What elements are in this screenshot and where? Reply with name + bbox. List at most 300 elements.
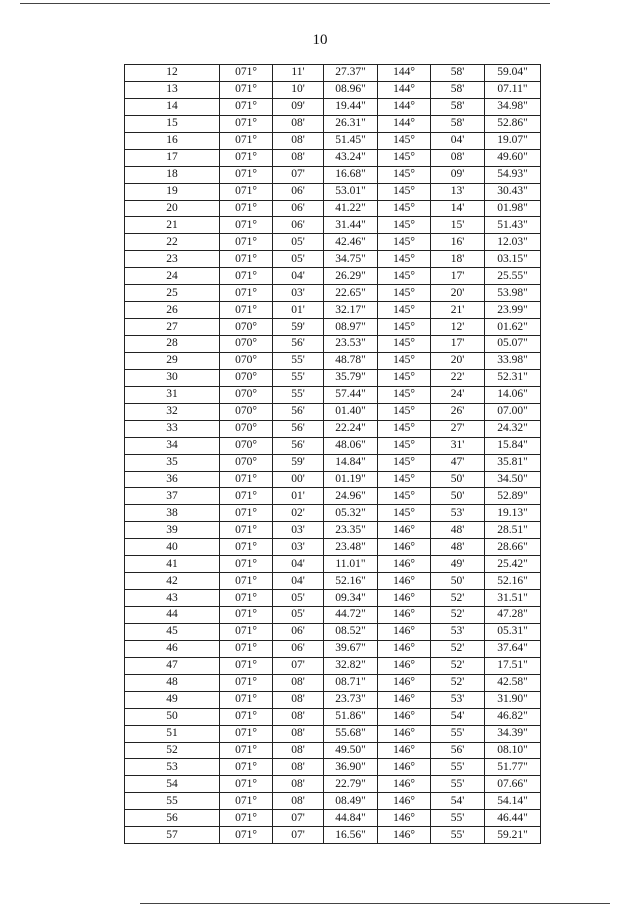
page-number: 10 <box>312 32 328 48</box>
table-row <box>125 115 541 132</box>
longitude-minutes-cell: 49' <box>431 556 485 573</box>
latitude-degrees-cell: 071° <box>220 657 273 674</box>
longitude-seconds-cell: 37.64" <box>485 640 541 657</box>
latitude-degrees-cell: 071° <box>220 793 273 810</box>
longitude-minutes-cell: 13' <box>431 183 485 200</box>
point-number-cell: 40 <box>125 539 220 556</box>
latitude-degrees-cell: 071° <box>220 98 273 115</box>
latitude-degrees-cell: 071° <box>220 674 273 691</box>
table-row <box>125 285 541 302</box>
longitude-degrees-cell: 145° <box>378 454 431 471</box>
latitude-seconds-cell: 44.84" <box>324 810 378 827</box>
longitude-seconds-cell: 31.51" <box>485 590 541 607</box>
latitude-degrees-cell: 071° <box>220 539 273 556</box>
latitude-seconds-cell: 19.44" <box>324 98 378 115</box>
longitude-seconds-cell: 47.28" <box>485 607 541 624</box>
longitude-minutes-cell: 47' <box>431 454 485 471</box>
table-row <box>125 573 541 590</box>
longitude-minutes-cell: 52' <box>431 674 485 691</box>
table-row <box>125 81 541 98</box>
longitude-minutes-cell: 04' <box>431 132 485 149</box>
longitude-degrees-cell: 145° <box>378 166 431 183</box>
coordinates-table-body <box>125 65 541 844</box>
point-number-cell: 29 <box>125 352 220 369</box>
table-row <box>125 183 541 200</box>
longitude-seconds-cell: 51.77" <box>485 759 541 776</box>
longitude-seconds-cell: 35.81" <box>485 454 541 471</box>
latitude-seconds-cell: 23.35" <box>324 522 378 539</box>
latitude-minutes-cell: 04' <box>273 573 324 590</box>
latitude-minutes-cell: 02' <box>273 505 324 522</box>
longitude-seconds-cell: 07.11" <box>485 81 541 98</box>
latitude-degrees-cell: 071° <box>220 268 273 285</box>
longitude-degrees-cell: 146° <box>378 759 431 776</box>
latitude-degrees-cell: 070° <box>220 319 273 336</box>
longitude-minutes-cell: 54' <box>431 708 485 725</box>
longitude-minutes-cell: 58' <box>431 115 485 132</box>
latitude-minutes-cell: 07' <box>273 827 324 844</box>
longitude-seconds-cell: 15.84" <box>485 437 541 454</box>
latitude-seconds-cell: 51.86" <box>324 708 378 725</box>
table-row <box>125 607 541 624</box>
table-row <box>125 217 541 234</box>
point-number-cell: 48 <box>125 674 220 691</box>
longitude-minutes-cell: 50' <box>431 488 485 505</box>
point-number-cell: 53 <box>125 759 220 776</box>
point-number-cell: 39 <box>125 522 220 539</box>
latitude-minutes-cell: 06' <box>273 200 324 217</box>
longitude-degrees-cell: 146° <box>378 556 431 573</box>
latitude-degrees-cell: 070° <box>220 420 273 437</box>
latitude-seconds-cell: 48.06" <box>324 437 378 454</box>
latitude-degrees-cell: 071° <box>220 251 273 268</box>
top-rule <box>20 3 550 4</box>
point-number-cell: 49 <box>125 691 220 708</box>
table-row <box>125 691 541 708</box>
longitude-minutes-cell: 52' <box>431 640 485 657</box>
longitude-seconds-cell: 46.44" <box>485 810 541 827</box>
point-number-cell: 13 <box>125 81 220 98</box>
latitude-degrees-cell: 071° <box>220 132 273 149</box>
latitude-seconds-cell: 27.37" <box>324 65 378 82</box>
latitude-minutes-cell: 56' <box>273 437 324 454</box>
longitude-seconds-cell: 28.66" <box>485 539 541 556</box>
latitude-degrees-cell: 071° <box>220 505 273 522</box>
longitude-minutes-cell: 24' <box>431 386 485 403</box>
table-row <box>125 369 541 386</box>
latitude-seconds-cell: 32.17" <box>324 302 378 319</box>
longitude-degrees-cell: 146° <box>378 607 431 624</box>
point-number-cell: 30 <box>125 369 220 386</box>
longitude-degrees-cell: 145° <box>378 302 431 319</box>
point-number-cell: 26 <box>125 302 220 319</box>
longitude-degrees-cell: 145° <box>378 369 431 386</box>
longitude-seconds-cell: 25.42" <box>485 556 541 573</box>
latitude-seconds-cell: 52.16" <box>324 573 378 590</box>
longitude-minutes-cell: 53' <box>431 505 485 522</box>
point-number-cell: 46 <box>125 640 220 657</box>
point-number-cell: 22 <box>125 234 220 251</box>
table-row <box>125 386 541 403</box>
longitude-minutes-cell: 17' <box>431 268 485 285</box>
latitude-minutes-cell: 08' <box>273 793 324 810</box>
latitude-degrees-cell: 071° <box>220 607 273 624</box>
longitude-minutes-cell: 15' <box>431 217 485 234</box>
latitude-degrees-cell: 070° <box>220 369 273 386</box>
longitude-seconds-cell: 33.98" <box>485 352 541 369</box>
latitude-seconds-cell: 26.31" <box>324 115 378 132</box>
point-number-cell: 45 <box>125 623 220 640</box>
longitude-minutes-cell: 31' <box>431 437 485 454</box>
longitude-degrees-cell: 146° <box>378 810 431 827</box>
latitude-degrees-cell: 071° <box>220 573 273 590</box>
table-row <box>125 149 541 166</box>
latitude-minutes-cell: 04' <box>273 268 324 285</box>
latitude-minutes-cell: 08' <box>273 674 324 691</box>
point-number-cell: 18 <box>125 166 220 183</box>
longitude-degrees-cell: 144° <box>378 65 431 82</box>
longitude-degrees-cell: 145° <box>378 149 431 166</box>
longitude-minutes-cell: 20' <box>431 352 485 369</box>
longitude-degrees-cell: 146° <box>378 657 431 674</box>
latitude-degrees-cell: 071° <box>220 522 273 539</box>
table-row <box>125 234 541 251</box>
latitude-degrees-cell: 070° <box>220 437 273 454</box>
point-number-cell: 51 <box>125 725 220 742</box>
latitude-degrees-cell: 071° <box>220 725 273 742</box>
longitude-seconds-cell: 52.89" <box>485 488 541 505</box>
latitude-seconds-cell: 01.40" <box>324 403 378 420</box>
latitude-minutes-cell: 59' <box>273 319 324 336</box>
latitude-degrees-cell: 071° <box>220 285 273 302</box>
table-row <box>125 539 541 556</box>
point-number-cell: 36 <box>125 471 220 488</box>
longitude-minutes-cell: 48' <box>431 522 485 539</box>
point-number-cell: 17 <box>125 149 220 166</box>
latitude-seconds-cell: 32.82" <box>324 657 378 674</box>
longitude-degrees-cell: 146° <box>378 725 431 742</box>
latitude-seconds-cell: 57.44" <box>324 386 378 403</box>
longitude-degrees-cell: 146° <box>378 742 431 759</box>
coordinates-table <box>124 64 541 844</box>
table-row <box>125 827 541 844</box>
point-number-cell: 50 <box>125 708 220 725</box>
longitude-seconds-cell: 53.98" <box>485 285 541 302</box>
latitude-seconds-cell: 51.45" <box>324 132 378 149</box>
latitude-minutes-cell: 03' <box>273 285 324 302</box>
table-row <box>125 810 541 827</box>
longitude-seconds-cell: 07.00" <box>485 403 541 420</box>
longitude-minutes-cell: 55' <box>431 725 485 742</box>
longitude-degrees-cell: 145° <box>378 285 431 302</box>
latitude-degrees-cell: 071° <box>220 166 273 183</box>
latitude-minutes-cell: 55' <box>273 352 324 369</box>
point-number-cell: 24 <box>125 268 220 285</box>
table-row <box>125 708 541 725</box>
longitude-degrees-cell: 146° <box>378 708 431 725</box>
longitude-degrees-cell: 145° <box>378 352 431 369</box>
table-row <box>125 742 541 759</box>
latitude-seconds-cell: 53.01" <box>324 183 378 200</box>
latitude-minutes-cell: 05' <box>273 251 324 268</box>
latitude-minutes-cell: 08' <box>273 149 324 166</box>
latitude-seconds-cell: 09.34" <box>324 590 378 607</box>
latitude-minutes-cell: 56' <box>273 336 324 353</box>
point-number-cell: 19 <box>125 183 220 200</box>
point-number-cell: 41 <box>125 556 220 573</box>
latitude-minutes-cell: 09' <box>273 98 324 115</box>
latitude-degrees-cell: 071° <box>220 640 273 657</box>
table-row <box>125 776 541 793</box>
longitude-seconds-cell: 28.51" <box>485 522 541 539</box>
latitude-seconds-cell: 43.24" <box>324 149 378 166</box>
latitude-minutes-cell: 06' <box>273 183 324 200</box>
latitude-seconds-cell: 08.97" <box>324 319 378 336</box>
point-number-cell: 15 <box>125 115 220 132</box>
point-number-cell: 37 <box>125 488 220 505</box>
table-row <box>125 522 541 539</box>
longitude-degrees-cell: 145° <box>378 336 431 353</box>
latitude-seconds-cell: 01.19" <box>324 471 378 488</box>
point-number-cell: 28 <box>125 336 220 353</box>
longitude-minutes-cell: 58' <box>431 65 485 82</box>
point-number-cell: 55 <box>125 793 220 810</box>
latitude-degrees-cell: 071° <box>220 149 273 166</box>
latitude-degrees-cell: 071° <box>220 302 273 319</box>
longitude-degrees-cell: 145° <box>378 268 431 285</box>
latitude-degrees-cell: 071° <box>220 708 273 725</box>
latitude-minutes-cell: 04' <box>273 556 324 573</box>
longitude-minutes-cell: 16' <box>431 234 485 251</box>
latitude-degrees-cell: 071° <box>220 81 273 98</box>
latitude-degrees-cell: 070° <box>220 386 273 403</box>
longitude-minutes-cell: 08' <box>431 149 485 166</box>
latitude-degrees-cell: 071° <box>220 556 273 573</box>
latitude-minutes-cell: 08' <box>273 725 324 742</box>
longitude-minutes-cell: 56' <box>431 742 485 759</box>
table-row <box>125 200 541 217</box>
table-row <box>125 657 541 674</box>
longitude-degrees-cell: 145° <box>378 386 431 403</box>
table-row <box>125 352 541 369</box>
longitude-seconds-cell: 14.06" <box>485 386 541 403</box>
latitude-minutes-cell: 00' <box>273 471 324 488</box>
longitude-seconds-cell: 30.43" <box>485 183 541 200</box>
latitude-degrees-cell: 071° <box>220 742 273 759</box>
longitude-seconds-cell: 19.07" <box>485 132 541 149</box>
longitude-minutes-cell: 50' <box>431 471 485 488</box>
longitude-minutes-cell: 55' <box>431 827 485 844</box>
longitude-seconds-cell: 49.60" <box>485 149 541 166</box>
longitude-minutes-cell: 55' <box>431 776 485 793</box>
point-number-cell: 20 <box>125 200 220 217</box>
longitude-seconds-cell: 46.82" <box>485 708 541 725</box>
latitude-degrees-cell: 071° <box>220 234 273 251</box>
longitude-minutes-cell: 09' <box>431 166 485 183</box>
latitude-degrees-cell: 071° <box>220 590 273 607</box>
latitude-seconds-cell: 35.79" <box>324 369 378 386</box>
longitude-seconds-cell: 52.86" <box>485 115 541 132</box>
point-number-cell: 27 <box>125 319 220 336</box>
latitude-minutes-cell: 07' <box>273 166 324 183</box>
latitude-seconds-cell: 11.01" <box>324 556 378 573</box>
latitude-degrees-cell: 071° <box>220 471 273 488</box>
longitude-minutes-cell: 52' <box>431 657 485 674</box>
longitude-minutes-cell: 52' <box>431 607 485 624</box>
latitude-degrees-cell: 071° <box>220 200 273 217</box>
longitude-minutes-cell: 55' <box>431 759 485 776</box>
table-row <box>125 623 541 640</box>
latitude-seconds-cell: 14.84" <box>324 454 378 471</box>
longitude-seconds-cell: 54.93" <box>485 166 541 183</box>
latitude-seconds-cell: 22.79" <box>324 776 378 793</box>
longitude-minutes-cell: 26' <box>431 403 485 420</box>
latitude-degrees-cell: 071° <box>220 65 273 82</box>
table-row <box>125 556 541 573</box>
table-row <box>125 793 541 810</box>
latitude-seconds-cell: 49.50" <box>324 742 378 759</box>
longitude-degrees-cell: 145° <box>378 251 431 268</box>
latitude-minutes-cell: 07' <box>273 657 324 674</box>
point-number-cell: 52 <box>125 742 220 759</box>
longitude-seconds-cell: 01.62" <box>485 319 541 336</box>
point-number-cell: 54 <box>125 776 220 793</box>
table-row <box>125 454 541 471</box>
longitude-minutes-cell: 52' <box>431 590 485 607</box>
point-number-cell: 16 <box>125 132 220 149</box>
point-number-cell: 32 <box>125 403 220 420</box>
longitude-degrees-cell: 145° <box>378 132 431 149</box>
latitude-minutes-cell: 01' <box>273 488 324 505</box>
latitude-minutes-cell: 55' <box>273 369 324 386</box>
longitude-seconds-cell: 34.39" <box>485 725 541 742</box>
latitude-minutes-cell: 05' <box>273 590 324 607</box>
latitude-seconds-cell: 23.53" <box>324 336 378 353</box>
latitude-minutes-cell: 56' <box>273 403 324 420</box>
longitude-degrees-cell: 145° <box>378 437 431 454</box>
longitude-degrees-cell: 145° <box>378 488 431 505</box>
point-number-cell: 56 <box>125 810 220 827</box>
longitude-minutes-cell: 22' <box>431 369 485 386</box>
point-number-cell: 47 <box>125 657 220 674</box>
longitude-minutes-cell: 21' <box>431 302 485 319</box>
table-row <box>125 166 541 183</box>
latitude-seconds-cell: 34.75" <box>324 251 378 268</box>
longitude-seconds-cell: 31.90" <box>485 691 541 708</box>
longitude-seconds-cell: 07.66" <box>485 776 541 793</box>
longitude-seconds-cell: 59.04" <box>485 65 541 82</box>
latitude-seconds-cell: 22.65" <box>324 285 378 302</box>
longitude-degrees-cell: 146° <box>378 793 431 810</box>
point-number-cell: 23 <box>125 251 220 268</box>
longitude-minutes-cell: 18' <box>431 251 485 268</box>
longitude-degrees-cell: 145° <box>378 319 431 336</box>
latitude-seconds-cell: 55.68" <box>324 725 378 742</box>
latitude-seconds-cell: 08.96" <box>324 81 378 98</box>
latitude-degrees-cell: 071° <box>220 759 273 776</box>
latitude-minutes-cell: 10' <box>273 81 324 98</box>
longitude-minutes-cell: 53' <box>431 623 485 640</box>
longitude-seconds-cell: 01.98" <box>485 200 541 217</box>
longitude-degrees-cell: 146° <box>378 590 431 607</box>
longitude-seconds-cell: 54.14" <box>485 793 541 810</box>
longitude-degrees-cell: 145° <box>378 403 431 420</box>
longitude-minutes-cell: 50' <box>431 573 485 590</box>
longitude-degrees-cell: 146° <box>378 691 431 708</box>
latitude-minutes-cell: 08' <box>273 742 324 759</box>
latitude-seconds-cell: 24.96" <box>324 488 378 505</box>
longitude-degrees-cell: 144° <box>378 98 431 115</box>
table-row <box>125 674 541 691</box>
point-number-cell: 44 <box>125 607 220 624</box>
latitude-degrees-cell: 071° <box>220 183 273 200</box>
latitude-degrees-cell: 071° <box>220 217 273 234</box>
table-row <box>125 65 541 82</box>
longitude-degrees-cell: 145° <box>378 217 431 234</box>
latitude-degrees-cell: 070° <box>220 403 273 420</box>
longitude-minutes-cell: 14' <box>431 200 485 217</box>
point-number-cell: 43 <box>125 590 220 607</box>
table-row <box>125 336 541 353</box>
latitude-seconds-cell: 23.48" <box>324 539 378 556</box>
latitude-minutes-cell: 06' <box>273 640 324 657</box>
latitude-minutes-cell: 08' <box>273 691 324 708</box>
latitude-seconds-cell: 05.32" <box>324 505 378 522</box>
latitude-degrees-cell: 071° <box>220 691 273 708</box>
latitude-seconds-cell: 08.71" <box>324 674 378 691</box>
longitude-seconds-cell: 05.07" <box>485 336 541 353</box>
point-number-cell: 25 <box>125 285 220 302</box>
table-row <box>125 98 541 115</box>
latitude-degrees-cell: 071° <box>220 776 273 793</box>
latitude-seconds-cell: 42.46" <box>324 234 378 251</box>
table-row <box>125 590 541 607</box>
table-row <box>125 471 541 488</box>
latitude-seconds-cell: 23.73" <box>324 691 378 708</box>
longitude-degrees-cell: 145° <box>378 420 431 437</box>
point-number-cell: 12 <box>125 65 220 82</box>
longitude-seconds-cell: 34.98" <box>485 98 541 115</box>
longitude-minutes-cell: 53' <box>431 691 485 708</box>
latitude-minutes-cell: 08' <box>273 708 324 725</box>
longitude-seconds-cell: 08.10" <box>485 742 541 759</box>
point-number-cell: 57 <box>125 827 220 844</box>
longitude-minutes-cell: 58' <box>431 81 485 98</box>
table-row <box>125 505 541 522</box>
longitude-seconds-cell: 34.50" <box>485 471 541 488</box>
latitude-minutes-cell: 11' <box>273 65 324 82</box>
point-number-cell: 42 <box>125 573 220 590</box>
latitude-seconds-cell: 26.29" <box>324 268 378 285</box>
longitude-seconds-cell: 24.32" <box>485 420 541 437</box>
longitude-degrees-cell: 145° <box>378 183 431 200</box>
latitude-seconds-cell: 39.67" <box>324 640 378 657</box>
longitude-degrees-cell: 146° <box>378 827 431 844</box>
latitude-minutes-cell: 05' <box>273 234 324 251</box>
longitude-degrees-cell: 144° <box>378 115 431 132</box>
longitude-minutes-cell: 12' <box>431 319 485 336</box>
longitude-degrees-cell: 146° <box>378 573 431 590</box>
longitude-degrees-cell: 146° <box>378 522 431 539</box>
point-number-cell: 21 <box>125 217 220 234</box>
latitude-seconds-cell: 08.52" <box>324 623 378 640</box>
longitude-minutes-cell: 48' <box>431 539 485 556</box>
longitude-seconds-cell: 51.43" <box>485 217 541 234</box>
longitude-degrees-cell: 145° <box>378 505 431 522</box>
longitude-minutes-cell: 20' <box>431 285 485 302</box>
longitude-seconds-cell: 59.21" <box>485 827 541 844</box>
longitude-seconds-cell: 17.51" <box>485 657 541 674</box>
